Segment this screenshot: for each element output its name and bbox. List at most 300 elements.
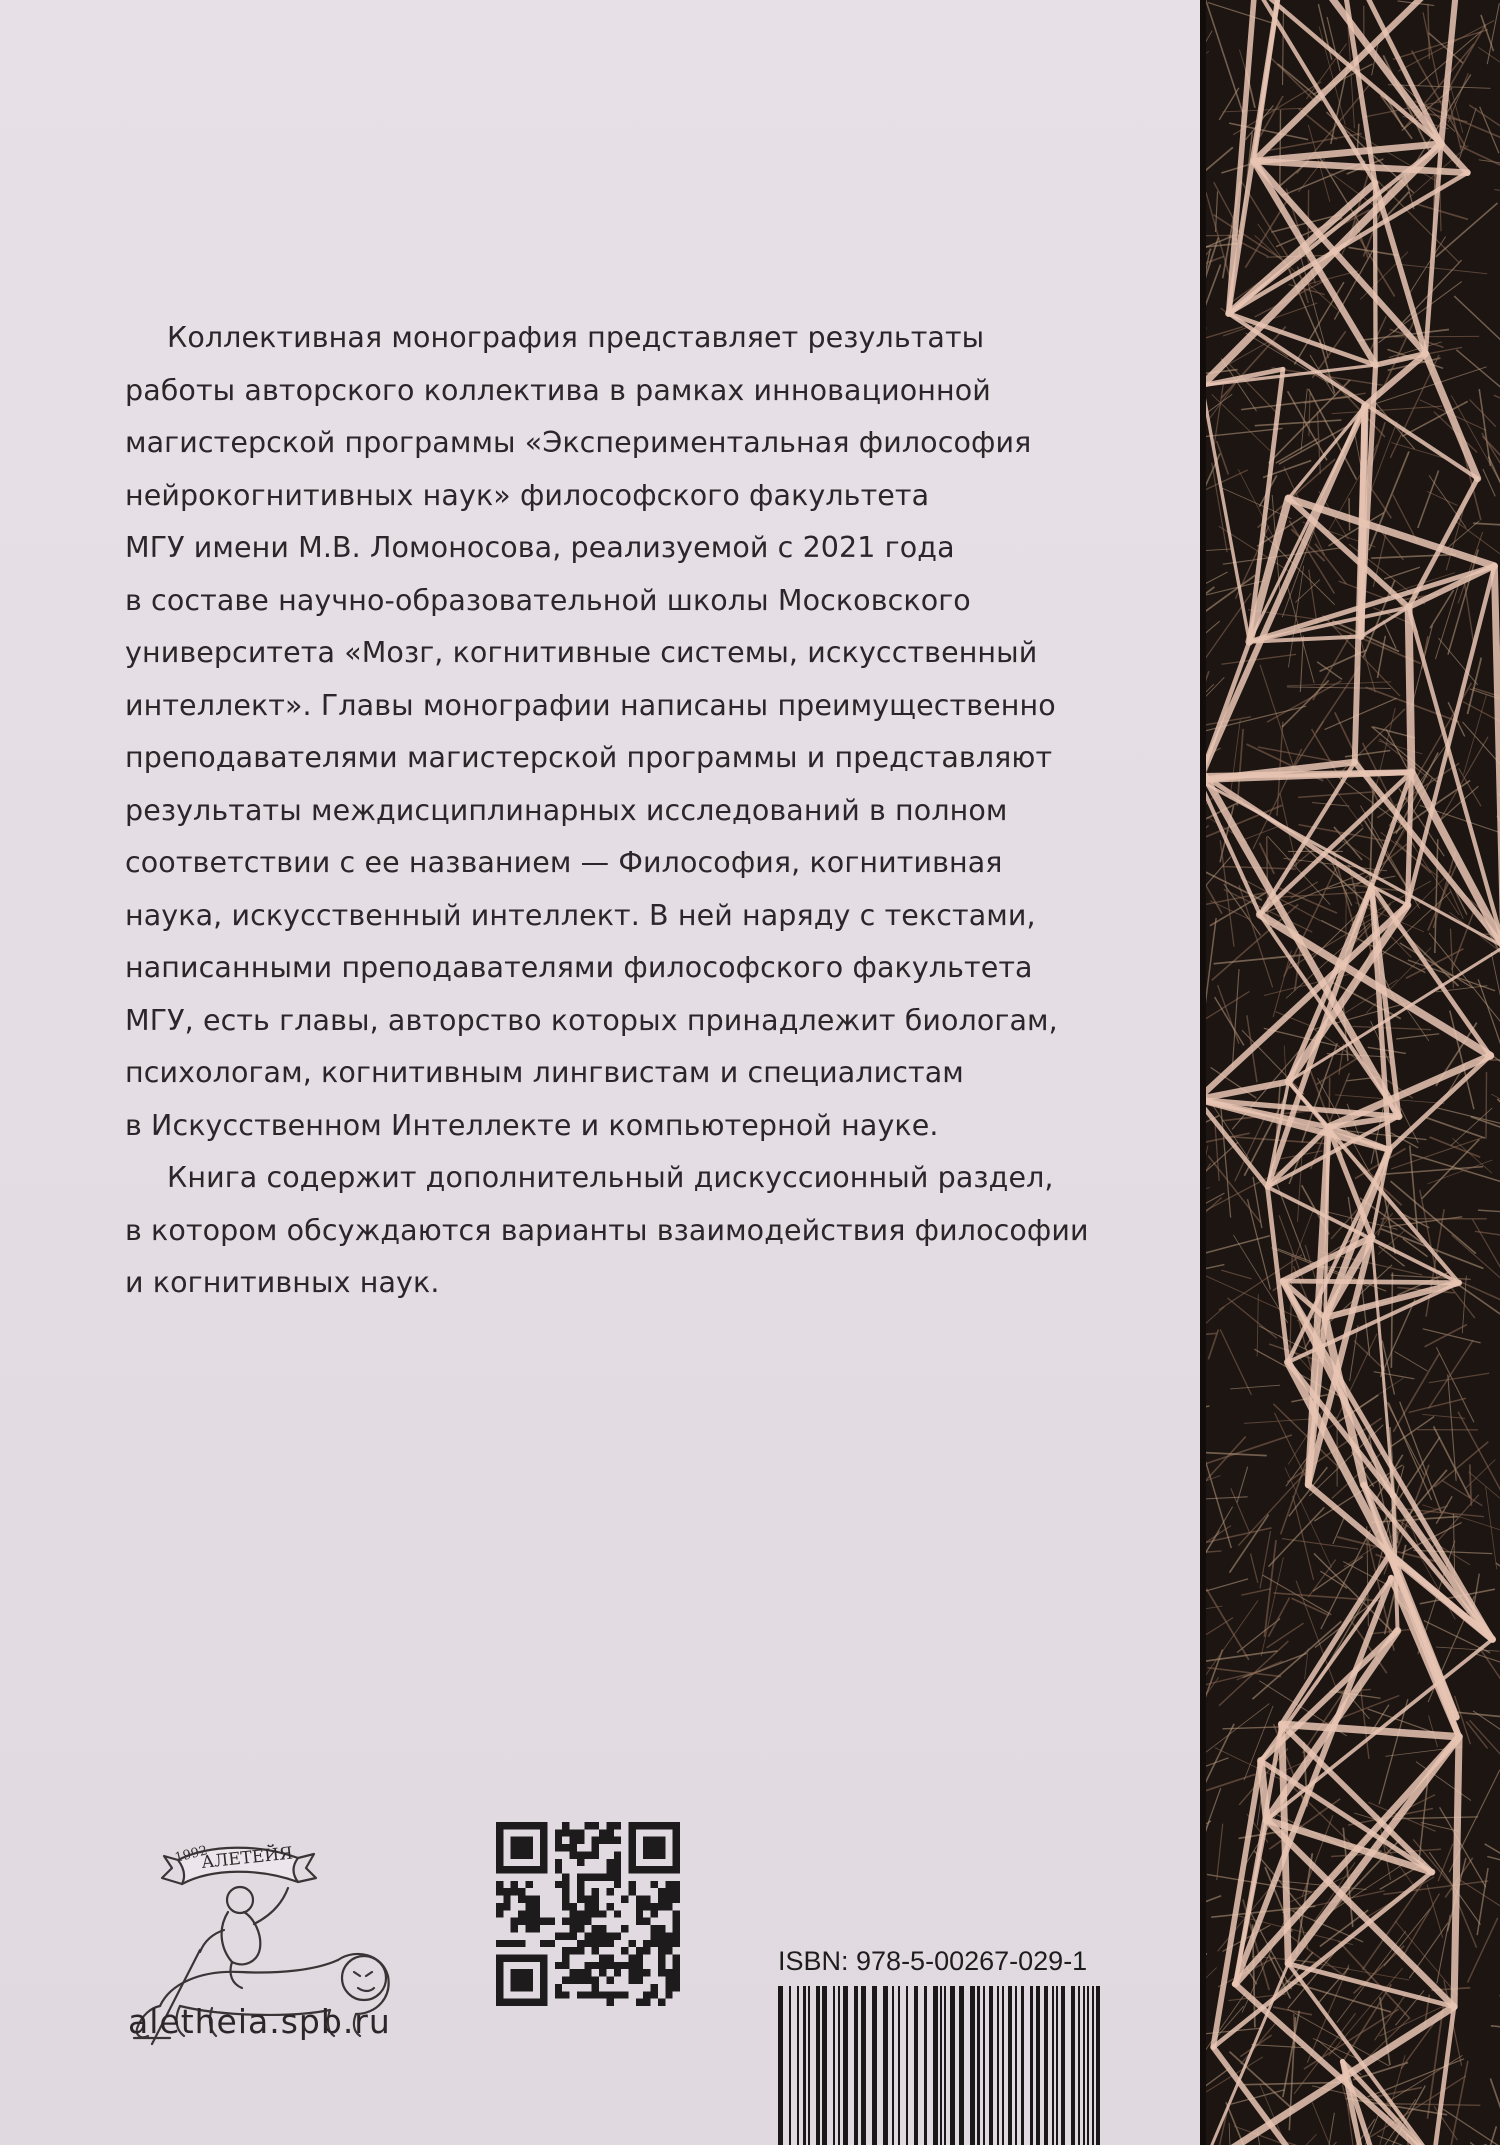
- qr-module: [658, 1969, 665, 1976]
- lattice-beam: [1409, 607, 1412, 772]
- qr-module: [533, 1999, 540, 2006]
- qr-module: [651, 1984, 658, 1991]
- qr-module: [643, 1896, 650, 1903]
- barcode-bar: [1096, 1986, 1100, 2145]
- barcode-bar: [803, 1986, 806, 2145]
- qr-module: [570, 1977, 577, 1984]
- qr-module: [570, 1910, 577, 1917]
- lattice-strut: [1426, 1118, 1485, 1138]
- lattice-strut: [1228, 1298, 1277, 1338]
- qr-module: [599, 1910, 606, 1917]
- qr-module: [599, 1837, 606, 1844]
- annotation-line: в котором обсуждаются варианты взаимодействия философии: [125, 1213, 1089, 1247]
- qr-module: [577, 1881, 584, 1888]
- lattice-strut: [1360, 1681, 1369, 1759]
- lattice-beam: [1494, 566, 1500, 947]
- lattice-strut: [1349, 498, 1350, 530]
- qr-module: [606, 1874, 613, 1881]
- qr-module: [628, 1859, 635, 1866]
- qr-module: [562, 1977, 569, 1984]
- qr-module: [673, 1984, 680, 1991]
- barcode-bar: [872, 1986, 877, 2145]
- qr-module: [651, 1881, 658, 1888]
- lattice-strut: [1332, 406, 1442, 413]
- annotation-line: психологам, когнитивным лингвистам и специалистам: [125, 1056, 964, 1089]
- lattice-strut: [1487, 1856, 1500, 1881]
- barcode-bar: [950, 1986, 955, 2145]
- barcode-bar: [843, 1986, 848, 2145]
- lattice-strut: [1309, 570, 1317, 625]
- annotation-line: Книга содержит дополнительный дискуссионный раздел,: [167, 1161, 1054, 1194]
- lattice-beam: [1267, 1187, 1287, 1362]
- lattice-strut: [1425, 1324, 1467, 1346]
- qr-module: [643, 1969, 650, 1976]
- lattice-strut: [1200, 2057, 1263, 2118]
- qr-module: [555, 1837, 562, 1844]
- qr-module: [496, 1954, 503, 1961]
- qr-module: [592, 1874, 599, 1881]
- qr-module: [511, 1918, 518, 1925]
- qr-module: [628, 1962, 635, 1969]
- qr-module: [673, 1888, 680, 1895]
- barcode-bar: [1052, 1986, 1054, 2145]
- barcode-bar: [883, 1986, 888, 2145]
- qr-module: [606, 1859, 613, 1866]
- qr-module: [511, 1881, 518, 1888]
- qr-module: [643, 1844, 650, 1851]
- annotation-line: соответствии с ее названием — Философия, когнитивная: [125, 846, 1003, 879]
- lattice-beam: [1205, 772, 1412, 776]
- qr-module: [562, 1954, 569, 1961]
- qr-module: [651, 1844, 658, 1851]
- qr-module: [562, 1888, 569, 1895]
- qr-module: [540, 1991, 547, 1998]
- qr-module: [518, 1954, 525, 1961]
- publisher-website[interactable]: aletheia.spb.ru: [128, 2002, 391, 2041]
- qr-module: [636, 1962, 643, 1969]
- qr-module: [592, 1851, 599, 1858]
- lattice-strut: [1360, 636, 1376, 692]
- qr-module: [584, 1962, 591, 1969]
- lattice-strut: [1486, 1072, 1487, 1139]
- qr-module: [511, 1822, 518, 1829]
- qr-module: [518, 1837, 525, 1844]
- qr-module: [562, 1932, 569, 1939]
- qr-code-icon[interactable]: [496, 1822, 680, 2006]
- qr-module: [606, 1822, 613, 1829]
- annotation-line: результаты междисциплинарных исследований в полном: [125, 793, 1008, 827]
- qr-module: [628, 1837, 635, 1844]
- lattice-strut: [1253, 1177, 1262, 1228]
- qr-module: [518, 1866, 525, 1873]
- lattice-strut: [1454, 296, 1500, 366]
- lattice-strut: [1213, 215, 1281, 259]
- qr-module: [540, 1962, 547, 1969]
- qr-module: [636, 1969, 643, 1976]
- qr-module: [540, 1918, 547, 1925]
- lattice-strut: [1391, 1275, 1471, 1279]
- barcode-bar: [1015, 1986, 1017, 2145]
- lattice-strut: [1284, 1046, 1286, 1083]
- lattice-beam: [1328, 1056, 1490, 1127]
- qr-module: [673, 1881, 680, 1888]
- qr-module: [496, 1837, 503, 1844]
- qr-module: [673, 1829, 680, 1836]
- logo-banner-text: АЛЕТЕЙЯ: [200, 1843, 294, 1873]
- qr-module: [673, 1896, 680, 1903]
- qr-module: [665, 1984, 672, 1991]
- lattice-strut: [1333, 1516, 1345, 1544]
- qr-module: [518, 1851, 525, 1858]
- qr-module: [628, 1888, 635, 1895]
- qr-module: [584, 1874, 591, 1881]
- qr-module: [496, 1940, 503, 1947]
- qr-module: [570, 1829, 577, 1836]
- qr-module: [651, 1991, 658, 1998]
- qr-module: [658, 1999, 665, 2006]
- annotation-line: преподавателями магистерской программы и представляют: [125, 741, 1053, 774]
- lattice-strut: [1200, 1437, 1246, 1502]
- qr-module: [525, 1969, 532, 1976]
- lattice-strut: [1490, 2079, 1500, 2145]
- qr-module: [614, 1874, 621, 1881]
- qr-module: [577, 1888, 584, 1895]
- qr-module: [592, 1910, 599, 1917]
- qr-module: [555, 1881, 562, 1888]
- lattice-strut: [1241, 827, 1278, 841]
- qr-module: [665, 1896, 672, 1903]
- lattice-strut: [1437, 1108, 1500, 1130]
- qr-module: [599, 1829, 606, 1836]
- qr-module: [533, 1822, 540, 1829]
- qr-module: [570, 1918, 577, 1925]
- qr-module: [577, 1851, 584, 1858]
- qr-module: [584, 1918, 591, 1925]
- lattice-strut: [1273, 951, 1291, 1017]
- logo-year: 1992: [173, 1843, 210, 1866]
- barcode-bar: [797, 1986, 799, 2145]
- barcode-bar: [997, 1986, 999, 2145]
- qr-module: [673, 1925, 680, 1932]
- lattice-strut: [1260, 1531, 1271, 1588]
- qr-module: [511, 1999, 518, 2006]
- qr-module: [577, 1977, 584, 1984]
- qr-module: [606, 1932, 613, 1939]
- qr-module: [525, 1822, 532, 1829]
- barcode-bar: [1061, 1986, 1065, 2145]
- qr-module: [577, 1837, 584, 1844]
- qr-module: [584, 1977, 591, 1984]
- qr-module: [606, 1999, 613, 2006]
- qr-module: [673, 1910, 680, 1917]
- qr-module: [540, 1866, 547, 1873]
- qr-module: [592, 1947, 599, 1954]
- qr-module: [614, 1991, 621, 1998]
- cover-artwork: [1200, 0, 1500, 2145]
- lattice-strut: [1221, 359, 1256, 412]
- lattice-strut: [1200, 1497, 1248, 1501]
- qr-module: [636, 1896, 643, 1903]
- qr-module: [511, 1925, 518, 1932]
- qr-module: [562, 1962, 569, 1969]
- qr-module: [665, 1977, 672, 1984]
- qr-module: [496, 1866, 503, 1873]
- qr-module: [577, 1991, 584, 1998]
- annotation-line: МГУ, есть главы, авторство которых принадлежит биологам,: [125, 1003, 1058, 1037]
- lattice-strut: [1395, 1352, 1428, 1372]
- qr-module: [592, 1977, 599, 1984]
- lattice-strut: [1494, 190, 1500, 198]
- barcode-bar: [808, 1986, 810, 2145]
- lattice-beam: [1200, 780, 1260, 914]
- qr-module: [643, 1866, 650, 1873]
- barcode-bar: [816, 1986, 820, 2145]
- qr-module: [503, 1999, 510, 2006]
- lattice-strut: [1280, 110, 1281, 188]
- qr-module: [665, 1940, 672, 1947]
- lattice-strut: [1401, 265, 1488, 274]
- qr-module: [592, 1991, 599, 1998]
- barcode-icon: [774, 1986, 1104, 2145]
- qr-module: [577, 1918, 584, 1925]
- qr-module: [614, 1859, 621, 1866]
- qr-module: [628, 1977, 635, 1984]
- qr-module: [584, 1932, 591, 1939]
- qr-module: [496, 1888, 503, 1895]
- qr-module: [592, 1837, 599, 1844]
- qr-module: [673, 1954, 680, 1961]
- qr-module: [673, 1962, 680, 1969]
- qr-module: [525, 1837, 532, 1844]
- annotation-line: наука, искусственный интеллект. В ней наряду с текстами,: [125, 898, 1036, 932]
- annotation-text: [125, 312, 1165, 1310]
- lattice-strut: [1206, 1462, 1232, 1548]
- qr-module: [599, 1932, 606, 1939]
- lattice-strut: [1206, 0, 1243, 113]
- qr-module: [643, 1851, 650, 1858]
- qr-module: [643, 1991, 650, 1998]
- qr-module: [665, 1969, 672, 1976]
- lattice-strut: [1428, 4, 1429, 59]
- lattice-strut: [1391, 1416, 1434, 1446]
- annotation-line: работы авторского коллектива в рамках инновационной: [125, 373, 991, 407]
- lattice-strut: [1475, 1231, 1500, 1239]
- lattice-strut: [1483, 469, 1495, 496]
- qr-module: [555, 1932, 562, 1939]
- qr-module: [525, 1851, 532, 1858]
- barcode-bar: [983, 1986, 985, 2145]
- qr-module: [658, 1851, 665, 1858]
- qr-module: [555, 1984, 562, 1991]
- qr-module: [518, 1844, 525, 1851]
- qr-module: [525, 1954, 532, 1961]
- qr-module: [533, 1925, 540, 1932]
- lattice-strut: [1470, 1464, 1472, 1505]
- qr-module: [628, 1822, 635, 1829]
- lattice-strut: [1448, 1374, 1456, 1480]
- barcode-bar: [933, 1986, 938, 2145]
- qr-module: [555, 1844, 562, 1851]
- lattice-strut: [1463, 694, 1486, 774]
- lattice-beam: [1283, 1281, 1459, 1283]
- qr-module: [525, 1977, 532, 1984]
- qr-module: [606, 1888, 613, 1895]
- qr-module: [592, 1984, 599, 1991]
- lattice-strut: [1393, 1354, 1439, 1432]
- barcode-bar: [1021, 1986, 1024, 2145]
- qr-module: [584, 1822, 591, 1829]
- qr-module: [606, 1837, 613, 1844]
- qr-module: [570, 1837, 577, 1844]
- lattice-strut: [1220, 1329, 1251, 1395]
- qr-module: [651, 1866, 658, 1873]
- lattice-strut: [1427, 491, 1457, 505]
- qr-module: [651, 1940, 658, 1947]
- barcode-bar: [854, 1986, 858, 2145]
- lattice-strut: [1251, 2045, 1304, 2048]
- lattice-strut: [1292, 1598, 1330, 1615]
- qr-module: [503, 1903, 510, 1910]
- qr-module: [592, 1932, 599, 1939]
- annotation-line: Коллективная монография представляет результаты: [167, 321, 985, 354]
- barcode-bar: [924, 1986, 927, 2145]
- lattice-strut: [1342, 841, 1371, 860]
- qr-module: [525, 1866, 532, 1873]
- lattice-strut: [1273, 2007, 1312, 2015]
- qr-module: [636, 1954, 643, 1961]
- qr-module: [599, 1969, 606, 1976]
- qr-module: [592, 1940, 599, 1947]
- qr-module: [599, 1962, 606, 1969]
- annotation-line: нейрокогнитивных наук» философского факультета: [125, 478, 930, 512]
- qr-module: [621, 1947, 628, 1954]
- qr-module: [503, 1866, 510, 1873]
- qr-module: [577, 1925, 584, 1932]
- qr-module: [621, 1925, 628, 1932]
- qr-module: [496, 1851, 503, 1858]
- qr-module: [518, 1969, 525, 1976]
- lattice-strut: [1230, 1385, 1280, 1389]
- qr-module: [540, 1999, 547, 2006]
- lattice-art-icon: [1200, 0, 1500, 2145]
- qr-module: [570, 1851, 577, 1858]
- barcode-bar: [1002, 1986, 1004, 2145]
- qr-module: [533, 1866, 540, 1873]
- barcode-bar: [833, 1986, 835, 2145]
- qr-module: [570, 1947, 577, 1954]
- qr-module: [570, 1903, 577, 1910]
- lattice-strut: [1458, 532, 1483, 603]
- lattice-beam: [1441, 0, 1459, 144]
- lattice-strut: [1440, 1807, 1486, 1887]
- lattice-strut: [1466, 1722, 1487, 1749]
- qr-module: [540, 1859, 547, 1866]
- qr-module: [636, 1822, 643, 1829]
- qr-module: [651, 1932, 658, 1939]
- qr-module: [496, 1984, 503, 1991]
- qr-module: [518, 1918, 525, 1925]
- qr-module: [562, 1903, 569, 1910]
- qr-module: [643, 1940, 650, 1947]
- qr-module: [555, 1866, 562, 1873]
- qr-module: [584, 1991, 591, 1998]
- qr-module: [496, 1969, 503, 1976]
- lattice-strut: [1283, 7, 1284, 85]
- lattice-strut: [1269, 1507, 1325, 1566]
- barcode-bar: [1008, 1986, 1012, 2145]
- qr-module: [614, 1910, 621, 1917]
- qr-module: [525, 1881, 532, 1888]
- qr-module: [511, 1837, 518, 1844]
- qr-module: [614, 1866, 621, 1873]
- qr-module: [636, 1977, 643, 1984]
- qr-module: [665, 1932, 672, 1939]
- barcode-bar: [1036, 1986, 1040, 2145]
- qr-module: [658, 1903, 665, 1910]
- lattice-strut: [1323, 862, 1340, 896]
- qr-module: [540, 1851, 547, 1858]
- lattice-strut: [1446, 2061, 1468, 2145]
- qr-module: [673, 1918, 680, 1925]
- qr-module: [621, 1962, 628, 1969]
- lattice-strut: [1401, 1894, 1439, 1960]
- lattice-strut: [1384, 567, 1420, 579]
- qr-module: [621, 1991, 628, 1998]
- qr-module: [525, 1918, 532, 1925]
- qr-module: [548, 1918, 555, 1925]
- lattice-strut: [1422, 1414, 1465, 1418]
- lattice-beam: [1200, 642, 1249, 780]
- barcode-bar: [989, 1986, 993, 2145]
- lattice-strut: [1221, 1270, 1251, 1279]
- qr-module: [540, 1844, 547, 1851]
- lattice-strut: [1388, 1402, 1431, 1500]
- lattice-strut: [1375, 1994, 1406, 2041]
- lattice-strut: [1436, 1347, 1474, 1422]
- qr-module: [533, 1918, 540, 1925]
- lattice-strut: [1274, 1413, 1309, 1484]
- lattice-strut: [1479, 160, 1500, 174]
- lattice-strut: [1217, 1824, 1223, 1880]
- qr-module: [673, 1837, 680, 1844]
- barcode-bar: [1087, 1986, 1089, 2145]
- qr-module: [570, 1925, 577, 1932]
- barcode-bar: [892, 1986, 894, 2145]
- qr-module: [570, 1844, 577, 1851]
- lattice-strut: [1427, 1160, 1492, 1184]
- qr-module: [658, 1962, 665, 1969]
- qr-module: [606, 1991, 613, 1998]
- lattice-strut: [1231, 1488, 1250, 1533]
- qr-module: [525, 1910, 532, 1917]
- qr-module: [496, 1962, 503, 1969]
- qr-module: [614, 1969, 621, 1976]
- qr-module: [673, 1977, 680, 1984]
- lattice-strut: [1368, 1047, 1406, 1053]
- qr-module: [614, 1837, 621, 1844]
- qr-module: [511, 1888, 518, 1895]
- lattice-strut: [1429, 1373, 1489, 1382]
- lattice-strut: [1282, 518, 1318, 617]
- lattice-strut: [1260, 665, 1295, 770]
- qr-module: [606, 1962, 613, 1969]
- annotation-line: и когнитивных наук.: [125, 1266, 440, 1299]
- lattice-strut: [1477, 1868, 1488, 1935]
- barcode-bar: [838, 1986, 840, 2145]
- barcode-bar: [1078, 1986, 1080, 2145]
- qr-module: [533, 1954, 540, 1961]
- qr-module: [577, 1910, 584, 1917]
